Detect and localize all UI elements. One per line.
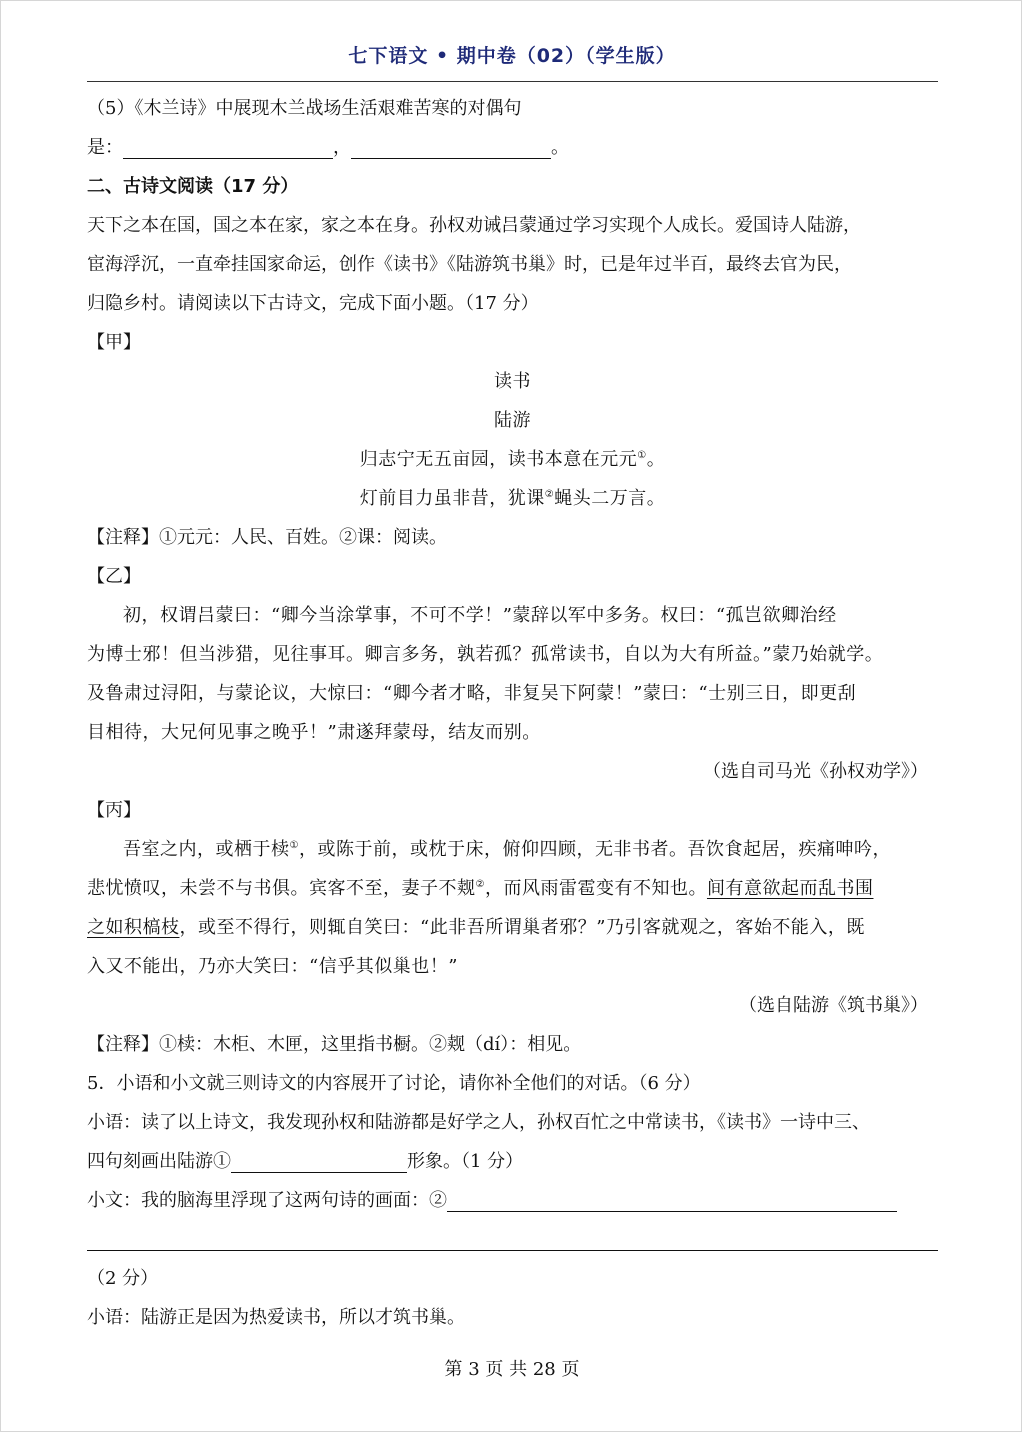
answer-blank-5-2[interactable] xyxy=(447,1187,897,1212)
poem-line-2-text: 灯前目力虽非昔，犹课 xyxy=(359,488,545,509)
footnote-marker-1: ① xyxy=(637,450,647,461)
question-5-stem: 5．小语和小文就三则诗文的内容展开了讨论，请你补全他们的对话。（6 分） xyxy=(87,1073,701,1094)
passage-bing-label: 【丙】 xyxy=(87,800,141,821)
header-divider xyxy=(87,81,938,82)
dialogue-xiaoyu-2: 小语：陆游正是因为热爱读书，所以才筑书巢。 xyxy=(87,1307,465,1328)
dialogue-text: 四句刻画出陆游① xyxy=(87,1151,231,1172)
poem-line-1 xyxy=(87,440,938,479)
section-2-intro-line: 天下之本在国，国之本在家，家之本在身。孙权劝诫吕蒙通过学习实现个人成长。爱国诗人陆游， xyxy=(87,215,861,236)
answer-blank-5-1[interactable] xyxy=(231,1148,407,1173)
poem-line-2 xyxy=(87,479,938,518)
poem-line-1-text: 归志宁无五亩园，读书本意在元元 xyxy=(359,449,638,470)
passage-bing-text: ，或至不得行，则辄自笑曰：“此非吾所谓巢者邪？”乃引客就观之，客始不能入，既 xyxy=(179,917,865,938)
poem-title: 读书 xyxy=(494,371,531,392)
answer-prefix: 是： xyxy=(87,137,123,158)
footnote-marker-2: ② xyxy=(544,489,555,500)
dialogue-xiaoyu-1: 小语：读了以上诗文，我发现孙权和陆游都是好学之人，孙权百忙之中常读书，《读书》一诗中三、 xyxy=(87,1112,870,1133)
section-2-title: 二、古诗文阅读（17 分） xyxy=(87,176,299,197)
question-4-5-stem: （5）《木兰诗》中展现木兰战场生活艰难苦寒的对偶句 xyxy=(87,98,522,119)
page-number: 第 3 页 共 28 页 xyxy=(444,1359,580,1380)
passage-bing-text: 悲忧愤叹，未尝不与书俱。宾客不至，妻子不觌 xyxy=(87,878,476,899)
passage-bing-note: 【注释】①椟：木柜、木匣，这里指书橱。②觌（dí）：相见。 xyxy=(87,1034,582,1055)
passage-bing-source: （选自陆游《筑书巢》） xyxy=(739,995,928,1016)
section-2-intro-line: 宦海浮沉，一直牵挂国家命运，创作《读书》《陆游筑书巢》时，已是年过半百，最终去官为民， xyxy=(87,254,852,275)
passage-yi-line: 为博士邪！但当涉猎，见往事耳。卿言多务，孰若孤？孤常读书，自以为大有所益。”蒙乃始就学。 xyxy=(87,644,884,665)
question-4-5-answer-line xyxy=(87,128,938,167)
dialogue-xiaoyu-1-cont xyxy=(87,1142,938,1181)
section-2-intro-line: 归隐乡村。请阅读以下古诗文，完成下面小题。（17 分） xyxy=(87,293,539,314)
page-content xyxy=(87,89,938,1337)
underlined-sentence: 之如积槁枝 xyxy=(87,917,180,938)
passage-yi-line: 目相待，大兄何见事之晚乎！”肃遂拜蒙母，结友而别。 xyxy=(87,722,541,743)
poem-author: 陆游 xyxy=(494,410,531,431)
passage-bing-line-1 xyxy=(87,830,938,869)
answer-line-full[interactable] xyxy=(87,1220,938,1259)
answer-blank-2[interactable] xyxy=(351,134,551,159)
passage-jia-note: 【注释】①元元：人民、百姓。②课：阅读。 xyxy=(87,527,447,548)
passage-yi-line: 初，权谓吕蒙曰：“卿今当涂掌事，不可不学！”蒙辞以军中多务。权曰：“孤岂欲卿治经 xyxy=(123,605,837,626)
poem-line-1-end: 。 xyxy=(646,449,666,470)
passage-bing-line-3 xyxy=(87,908,938,947)
passage-bing-line-2 xyxy=(87,869,938,908)
answer-end: 。 xyxy=(551,137,569,158)
answer-blank-1[interactable] xyxy=(123,134,333,159)
passage-bing-line-4: 入又不能出，乃亦大笑曰：“信乎其似巢也！” xyxy=(87,956,458,977)
passage-yi-line: 及鲁肃过浔阳，与蒙论议，大惊曰：“卿今者才略，非复吴下阿蒙！”蒙曰：“士别三日，即更刮 xyxy=(87,683,857,704)
passage-bing-text: 吾室之内，或栖于椟 xyxy=(123,839,290,860)
passage-yi-source: （选自司马光《孙权劝学》） xyxy=(703,761,928,782)
dialogue-xiaowen xyxy=(87,1181,938,1220)
answer-separator: ， xyxy=(333,137,351,158)
dialogue-text: 小文：我的脑海里浮现了这两句诗的画面：② xyxy=(87,1190,447,1211)
underlined-sentence: 间有意欲起而乱书围 xyxy=(706,878,874,899)
poem-line-2-end: 蝇头二万言。 xyxy=(554,488,666,509)
passage-bing-text: ，而风雨雷雹变有不知也。 xyxy=(484,878,707,899)
passage-bing-text: ，或陈于前，或枕于床，俯仰四顾，无非书者。吾饮食起居，疾痛呻吟， xyxy=(298,839,891,860)
dialogue-text: 形象。（1 分） xyxy=(407,1151,524,1172)
footnote-marker-1: ① xyxy=(289,840,299,851)
page-header-title: 七下语文 • 期中卷（02）（学生版） xyxy=(348,45,676,67)
score-note: （2 分） xyxy=(87,1268,159,1289)
footnote-marker-2: ② xyxy=(475,879,485,890)
passage-yi-label: 【乙】 xyxy=(87,566,141,587)
passage-jia-label: 【甲】 xyxy=(87,332,141,353)
